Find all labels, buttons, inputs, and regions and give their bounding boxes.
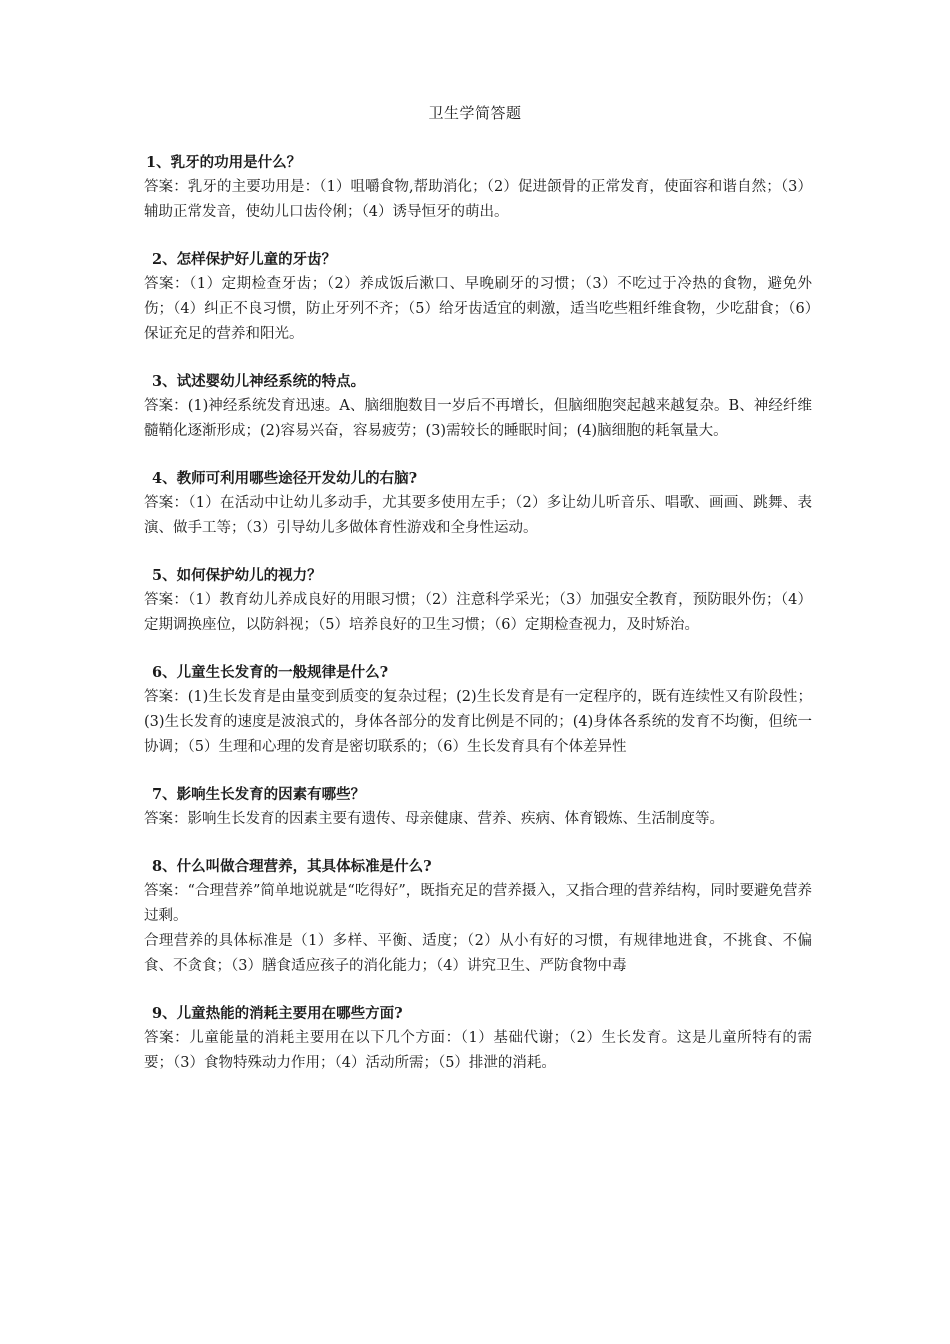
question-8: 8、什么叫做合理营养，其具体标准是什么? — [152, 858, 432, 875]
qa-item-2 — [144, 247, 812, 347]
answer-8-standard: 合理营养的具体标准是（1）多样、平衡、适度；（2）从小有好的习惯，有规律地进食，不挑食、不偏食、不贪食；（3）膳食适应孩子的消化能力；（4）讲究卫生、严防食物中毒 — [144, 933, 812, 974]
question-4: 4、教师可利用哪些途径开发幼儿的右脑? — [152, 470, 418, 487]
question-6: 6、儿童生长发育的一般规律是什么? — [152, 664, 389, 681]
answer-1: 答案：乳牙的主要功用是：（1）咀嚼食物,帮助消化；（2）促进颌骨的正常发育，使面容和谐自然；（3）辅助正常发音，使幼儿口齿伶俐；（4）诱导恒牙的萌出。 — [144, 179, 812, 220]
answer-3: 答案：(1)神经系统发育迅速。A、脑细胞数目一岁后不再增长，但脑细胞突起越来越复杂。B、神经纤维髓鞘化逐渐形成；(2)容易兴奋，容易疲劳；(3)需较长的睡眠时间；(4)脑细胞的耗氧量大。 — [144, 398, 812, 439]
answer-7: 答案：影响生长发育的因素主要有遗传、母亲健康、营养、疾病、体育锻炼、生活制度等。 — [144, 811, 724, 827]
answer-5: 答案：（1）教育幼儿养成良好的用眼习惯；（2）注意科学采光；（3）加强安全教育，预防眼外伤；（4）定期调换座位，以防斜视；（5）培养良好的卫生习惯；（6）定期检查视力，及时矫治。 — [144, 592, 812, 633]
qa-item-7 — [144, 782, 812, 832]
qa-item-3 — [144, 369, 812, 444]
answer-6: 答案：(1)生长发育是由量变到质变的复杂过程；(2)生长发育是有一定程序的，既有连续性又有阶段性；(3)生长发育的速度是波浪式的，身体各部分的发育比例是不同的；(4)身体各系统的发育不均衡，但统一协调；（5）生理和心理的发育是密切联系的；（6）生长发育具有个体差异性 — [144, 689, 812, 755]
document-title: 卫生学简答题 — [428, 104, 522, 122]
qa-item-9 — [144, 1001, 812, 1076]
question-3: 3、试述婴幼儿神经系统的特点。 — [152, 373, 366, 390]
question-2: 2、怎样保护好儿童的牙齿？ — [152, 251, 337, 268]
answer-4: 答案：（1）在活动中让幼儿多动手，尤其要多使用左手；（2）多让幼儿听音乐、唱歌、画画、跳舞、表演、做手工等；（3）引导幼儿多做体育性游戏和全身性运动。 — [144, 495, 812, 536]
question-9: 9、儿童热能的消耗主要用在哪些方面? — [152, 1005, 403, 1022]
question-1: 1、乳牙的功用是什么？ — [146, 154, 302, 171]
answer-2: 答案：（1）定期检查牙齿；（2）养成饭后漱口、早晚刷牙的习惯；（3）不吃过于冷热的食物，避免外伤；（4）纠正不良习惯，防止牙列不齐；（5）给牙齿适宜的刺激，适当吃些粗纤维食物，少吃甜食；（6）保证充足的营养和阳光。 — [144, 276, 812, 342]
qa-list — [144, 150, 812, 1098]
qa-item-6 — [144, 660, 812, 760]
answer-8: 答案：“合理营养”简单地说就是“吃得好”，既指充足的营养摄入，又指合理的营养结构，同时要避免营养过剩。 — [144, 883, 812, 924]
question-7: 7、影响生长发育的因素有哪些？ — [152, 786, 366, 803]
question-5: 5、如何保护幼儿的视力？ — [152, 567, 322, 584]
answer-9: 答案：儿童能量的消耗主要用在以下几个方面：（1）基础代谢；（2）生长发育。这是儿童所特有的需要；（3）食物特殊动力作用；（4）活动所需；（5）排泄的消耗。 — [144, 1030, 812, 1071]
qa-item-4 — [144, 466, 812, 541]
qa-item-8 — [144, 854, 812, 979]
qa-item-1 — [144, 150, 812, 225]
qa-item-5 — [144, 563, 812, 638]
